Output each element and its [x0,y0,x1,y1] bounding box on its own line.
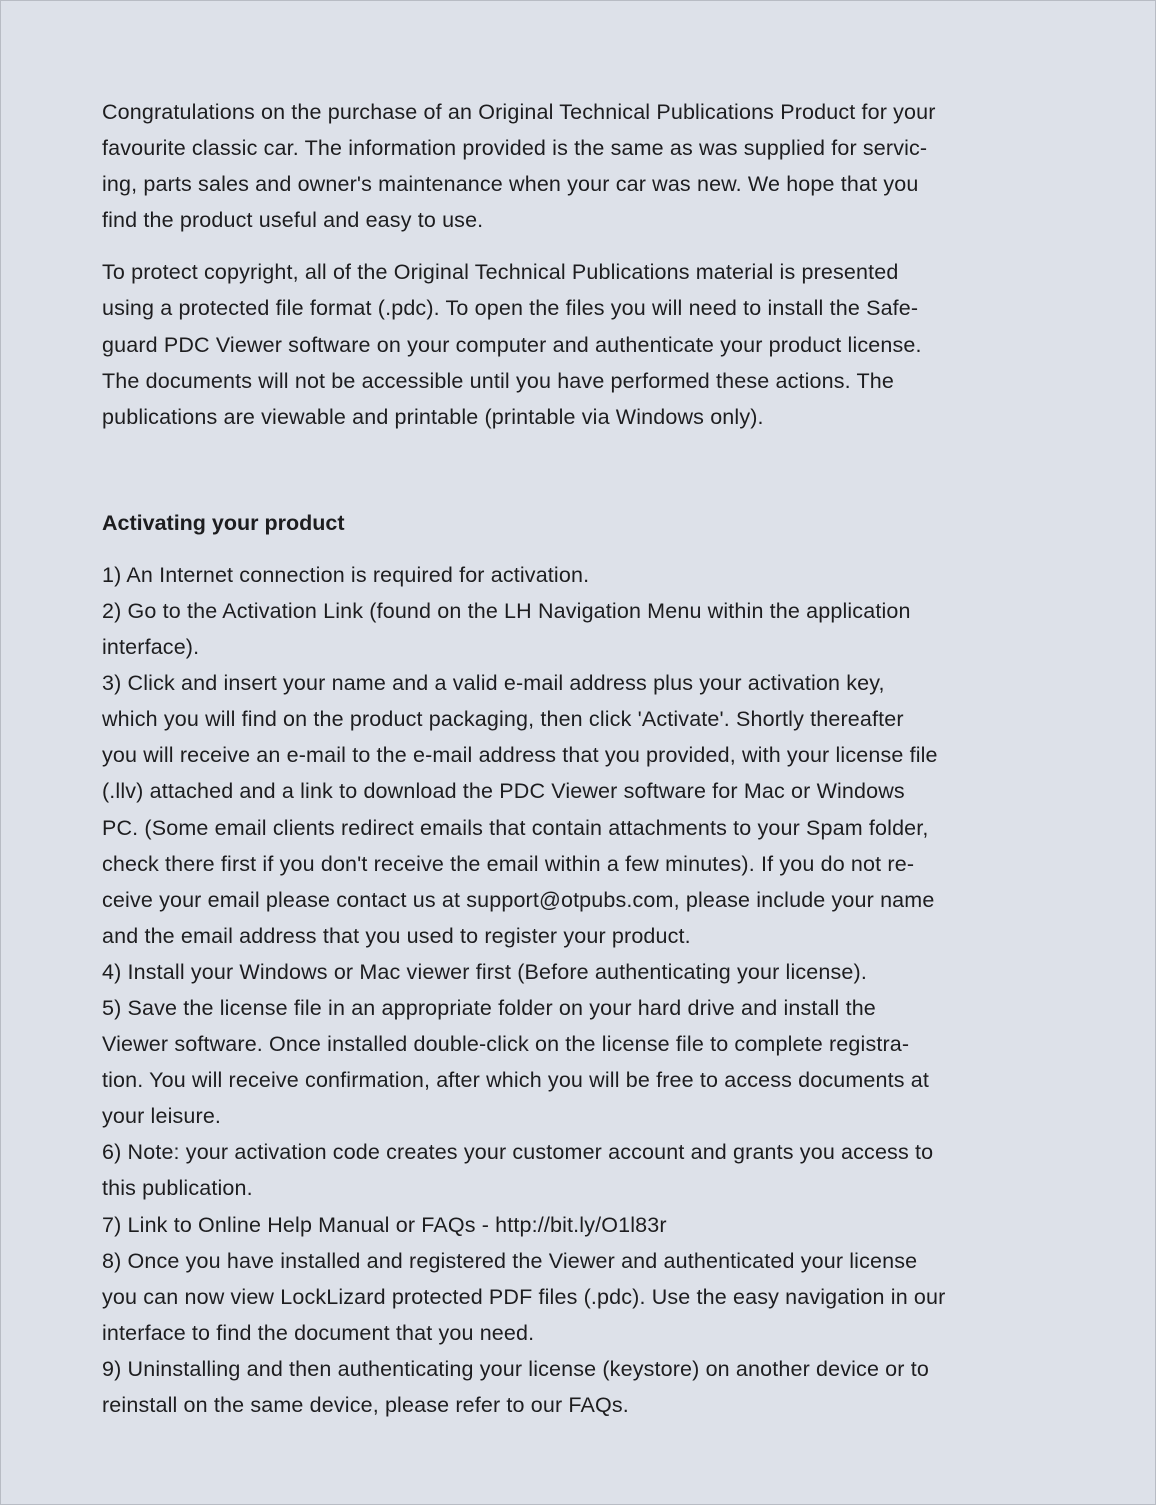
activation-step: 4) Install your Windows or Mac viewer first (Before authenticating your license). [102,959,867,984]
activation-step: 6) Note: your activation code creates your customer account and grants you access to this publication. [102,1140,934,1201]
activation-step: 9) Uninstalling and then authenticating your license (keystore) on another device or to reinstall on the same device, please refer to our FAQs. [102,1356,929,1417]
activation-step: 7) Link to Online Help Manual or FAQs - http://bit.ly/O1l83r [102,1212,667,1237]
intro-paragraph: Congratulations on the purchase of an Original Technical Publications Product for your favourite classic car. The information provided is the same as was supplied for servic- ing, parts sales and owner's maintenance when your car was new. We hope that you find the product useful and easy to use. [102,100,936,233]
activation-step: 3) Click and insert your name and a valid e-mail address plus your activation key, which you will find on the product packaging, then click 'Activate'. Shortly thereafter you will receive an e-mail to the e-mail address that you provided, with your license file (.llv) attached and a link to download the PDC Viewer software for Mac or Windows PC. (Some email clients redirect emails that contain attachments to your Spam folder, check there first if you don't receive the email within a few minutes). If you do not re- ceive your email please contact us at support@otpubs.com, please include your name and the email address that you used to register your product. [102,671,938,948]
activation-steps-list [102,557,1042,1423]
activation-heading: Activating your product [102,510,345,535]
activation-step: 8) Once you have installed and registered the Viewer and authenticated your license you can now view LockLizard protected PDF files (.pdc). Use the easy navigation in our interface to find the document that you need. [102,1248,946,1345]
activation-step: 1) An Internet connection is required for activation. [102,562,590,587]
document-body [102,94,1042,1423]
activation-step: 5) Save the license file in an appropriate folder on your hard drive and install the Viewer software. Once installed double-click on the license file to complete registra- tion. You will receive confirmation, after which you will be free to access documents at your leisure. [102,995,930,1129]
copyright-paragraph: To protect copyright, all of the Original Technical Publications material is presented using a protected file format (.pdc). To open the files you will need to install the Safe- guard PDC Viewer software on your computer and authenticate your product license. The documents will not be accessible until you have performed these actions. The publications are viewable and printable (printable via Windows only). [102,260,922,429]
activation-step: 2) Go to the Activation Link (found on the LH Navigation Menu within the application interface). [102,598,911,660]
